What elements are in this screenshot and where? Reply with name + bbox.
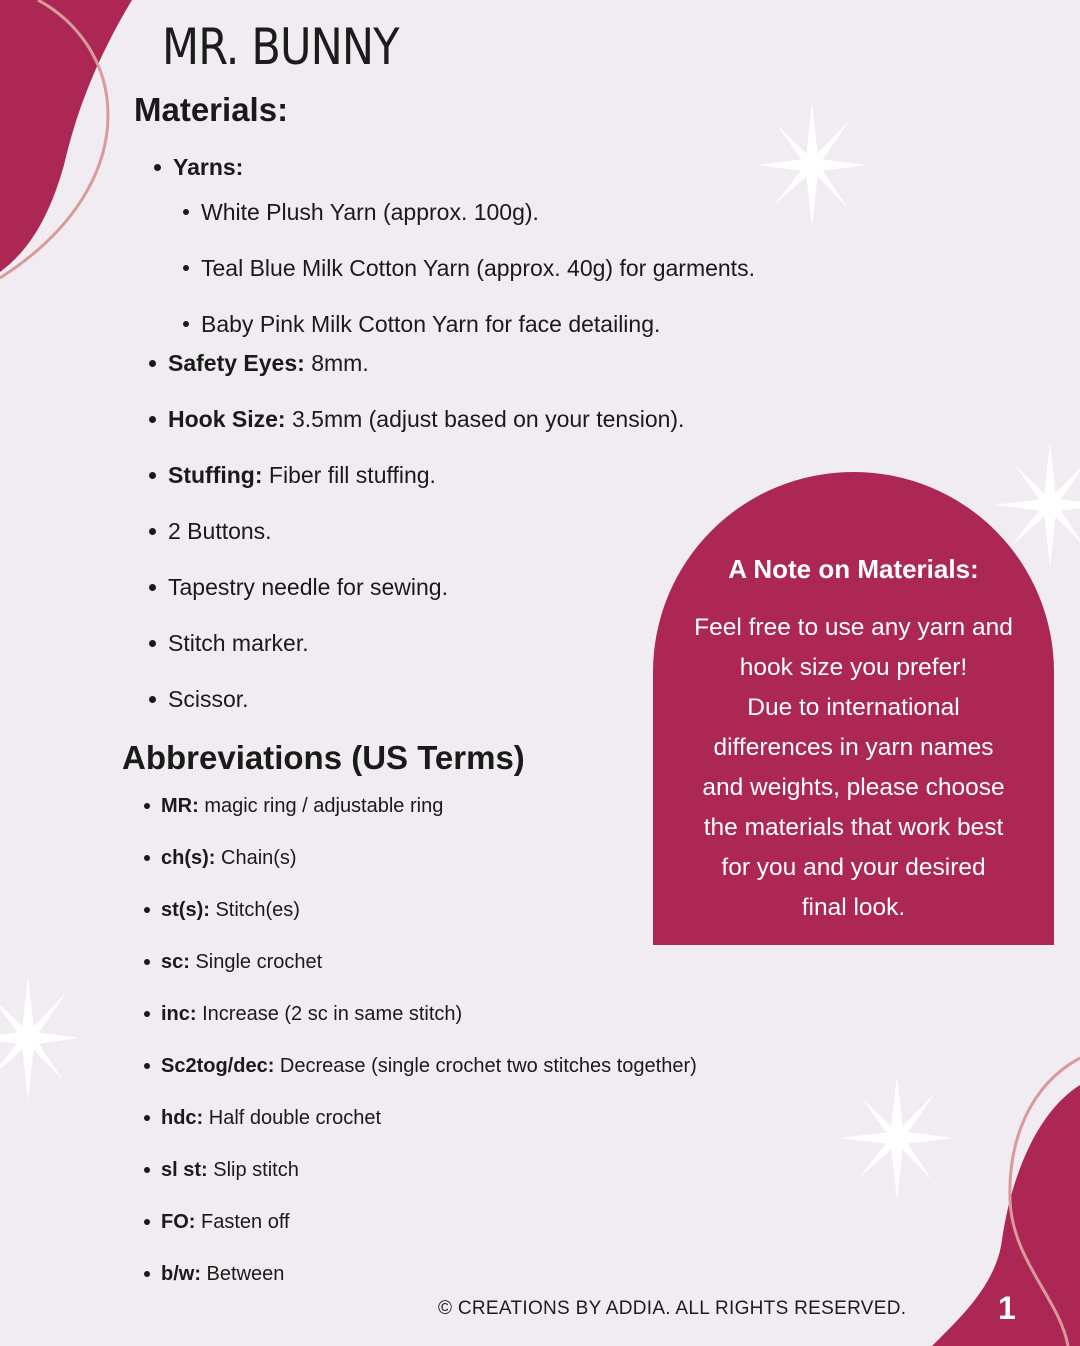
abbr-meaning: Fasten off (195, 1211, 290, 1233)
item-label: Safety Eyes: (168, 350, 305, 376)
note-line: for you and your desired (721, 854, 986, 881)
abbr-term: inc: (161, 1003, 197, 1025)
list-item (161, 1000, 462, 1028)
abbr-meaning: Chain(s) (215, 847, 297, 869)
abbr-term: Sc2tog/dec: (161, 1055, 275, 1077)
abbr-meaning: Between (201, 1263, 285, 1285)
list-item: 2 Buttons. (168, 518, 272, 544)
note-line: the materials that work best (703, 814, 1004, 841)
note-line: Due to international (747, 694, 960, 721)
abbr-meaning: magic ring / adjustable ring (198, 795, 444, 817)
page-title: MR. BUNNY (162, 18, 399, 76)
note-card (653, 472, 1054, 945)
abbr-meaning: Stitch(es) (209, 899, 300, 921)
abbr-term: st(s): (161, 899, 210, 921)
abbr-term: sc: (161, 951, 190, 973)
list-item (161, 1260, 284, 1288)
list-item (168, 460, 436, 490)
list-item (161, 1156, 299, 1184)
materials-heading: Materials: (134, 91, 289, 128)
sparkle-icon (841, 1076, 953, 1200)
list-item (161, 844, 297, 872)
abbr-term: ch(s): (161, 847, 216, 869)
list-item (161, 1208, 290, 1236)
list-item (161, 896, 300, 924)
page-number: 1 (998, 1290, 1016, 1326)
note-line: differences in yarn names (713, 734, 994, 761)
abbreviations-heading: Abbreviations (US Terms) (122, 739, 525, 776)
yarns-label: Yarns: (173, 154, 244, 180)
sparkle-icon (756, 103, 868, 227)
note-title: A Note on Materials: (728, 554, 979, 584)
abbr-meaning: Decrease (single crochet two stitches together) (274, 1055, 697, 1077)
abbr-meaning: Slip stitch (207, 1159, 299, 1181)
item-text: 8mm. (304, 350, 369, 376)
list-item-yarns (173, 152, 243, 182)
note-line: Feel free to use any yarn and (694, 614, 1013, 641)
abbr-term: sl st: (161, 1159, 208, 1181)
abbr-term: hdc: (161, 1107, 204, 1129)
copyright-footer: © CREATIONS BY ADDIA. ALL RIGHTS RESERVED. (438, 1298, 907, 1319)
list-item: Stitch marker. (168, 630, 309, 656)
note-body (671, 608, 1036, 928)
abbr-meaning: Half double crochet (203, 1107, 382, 1129)
list-item (161, 1104, 381, 1132)
abbr-meaning: Increase (2 sc in same stitch) (196, 1003, 463, 1025)
list-item-yarn: Baby Pink Milk Cotton Yarn for face detailing. (201, 311, 661, 337)
item-text: 3.5mm (adjust based on your tension). (285, 406, 685, 432)
list-item (168, 348, 369, 378)
abbr-term: b/w: (161, 1263, 201, 1285)
item-text: Fiber fill stuffing. (262, 462, 436, 488)
abbr-meaning: Single crochet (189, 951, 323, 973)
abbr-term: FO: (161, 1211, 196, 1233)
abbr-term: MR: (161, 795, 199, 817)
sparkle-icon (0, 976, 78, 1100)
list-item (168, 404, 684, 434)
list-item (161, 792, 443, 820)
list-item: Tapestry needle for sewing. (168, 574, 448, 600)
list-item: Scissor. (168, 686, 249, 712)
note-line: hook size you prefer! (739, 654, 968, 681)
note-line: final look. (801, 894, 906, 921)
list-item (161, 948, 322, 976)
top-left-blob (0, 0, 132, 272)
list-item-yarn: Teal Blue Milk Cotton Yarn (approx. 40g) for garments. (201, 255, 755, 281)
item-label: Stuffing: (168, 462, 263, 488)
list-item (161, 1052, 697, 1080)
item-label: Hook Size: (168, 406, 286, 432)
note-line: and weights, please choose (702, 774, 1005, 801)
list-item-yarn: White Plush Yarn (approx. 100g). (201, 199, 539, 225)
